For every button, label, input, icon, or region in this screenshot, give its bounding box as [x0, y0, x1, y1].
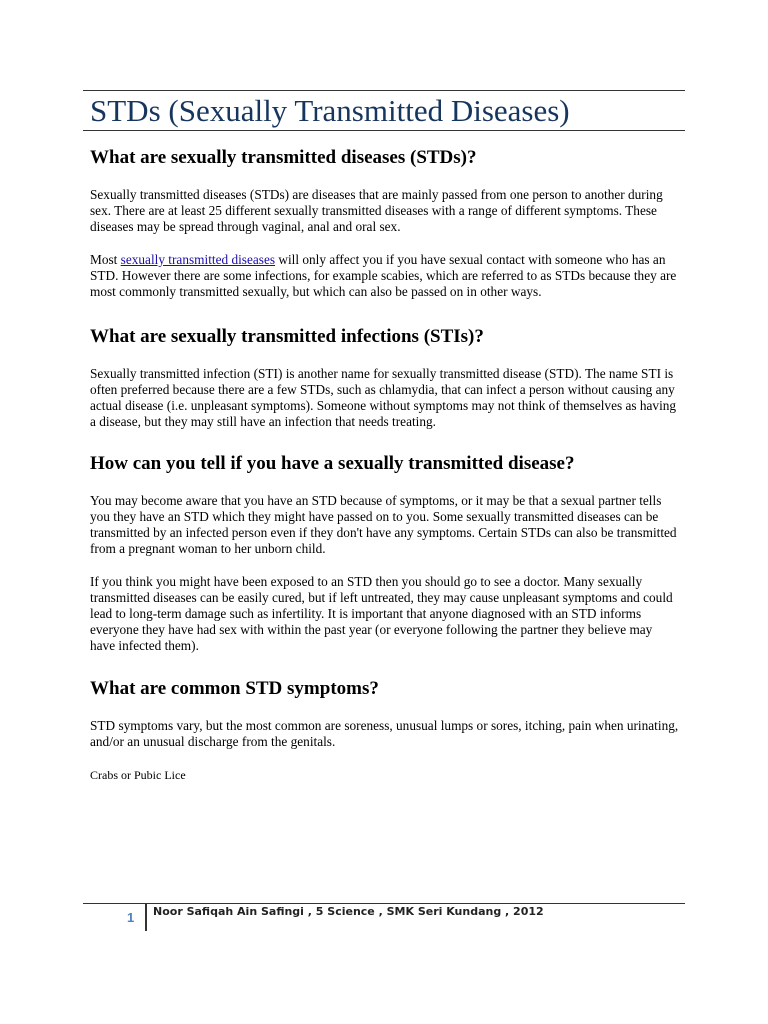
document-title: STDs (Sexually Transmitted Diseases) — [90, 93, 570, 128]
footer-divider — [145, 903, 147, 931]
paragraph-stds-definition: Sexually transmitted diseases (STDs) are diseases that are mainly passed from one person to another during sex. There are at least 25 different sexually transmitted diseases with a range of different symptoms. These diseases may be spread through vaginal, anal and oral sex. — [90, 187, 663, 234]
section-heading-stds: What are sexually transmitted diseases (STDs)? — [90, 147, 477, 168]
section-heading-stis: What are sexually transmitted infections (STIs)? — [90, 326, 484, 347]
paragraph-see-doctor: If you think you might have been exposed to an STD then you should go to see a doctor. Many sexually transmitted diseases can be easily cured, but if left untreated, they may cause unpleasant symptoms and could lead to long-term damage such as infertility. It is important that anyone diagnosed with an STD informs everyone they have had sex with within the past year (or everyone following the partner they believe may have infected them). — [90, 574, 673, 653]
section-heading-symptoms: What are common STD symptoms? — [90, 678, 379, 699]
footer-rule — [83, 903, 685, 904]
paragraph-symptoms: STD symptoms vary, but the most common are soreness, unusual lumps or sores, itching, pain when urinating, and/or an unusual discharge from the genitals. — [90, 718, 679, 749]
paragraph-text: will only affect you if you have sexual contact with someone who has an STD. However there are some infections, for example scabies, which are referred to as STDs because they are most commonly transmitted sexually, but which can also be passed on in other ways. — [90, 252, 677, 299]
section-heading-how-to-tell: How can you tell if you have a sexually transmitted disease? — [90, 453, 575, 474]
paragraph-crabs: Crabs or Pubic Lice — [90, 768, 186, 782]
paragraph-text: Most — [90, 252, 121, 267]
paragraph-stis: Sexually transmitted infection (STI) is another name for sexually transmitted disease (STD). The name STI is often preferred because there are a few STDs, such as chlamydia, that can infect a person without causing any actual disease (i.e. unpleasant symptoms). Someone without symptoms may not think of themselves as having a disease, but they may still have an infection that needs treating. — [90, 366, 677, 429]
title-rule-bottom — [83, 130, 685, 131]
paragraph-stds-contact — [90, 252, 680, 300]
title-rule-top — [83, 90, 685, 91]
page-number: 1 — [127, 910, 135, 925]
paragraph-awareness: You may become aware that you have an STD because of symptoms, or it may be that a sexual partner tells you they have an STD which they might have passed on to you. Some sexually transmitted diseases can be transmitted by an infected person even if they don't have any symptoms. Certain STDs can also be transmitted from a pregnant woman to her unborn child. — [90, 493, 677, 556]
footer-text: Noor Safiqah Ain Safingi , 5 Science , SMK Seri Kundang , 2012 — [153, 905, 544, 918]
document-body — [90, 146, 680, 783]
link-sexually-transmitted-diseases[interactable]: sexually transmitted diseases — [120, 252, 276, 267]
